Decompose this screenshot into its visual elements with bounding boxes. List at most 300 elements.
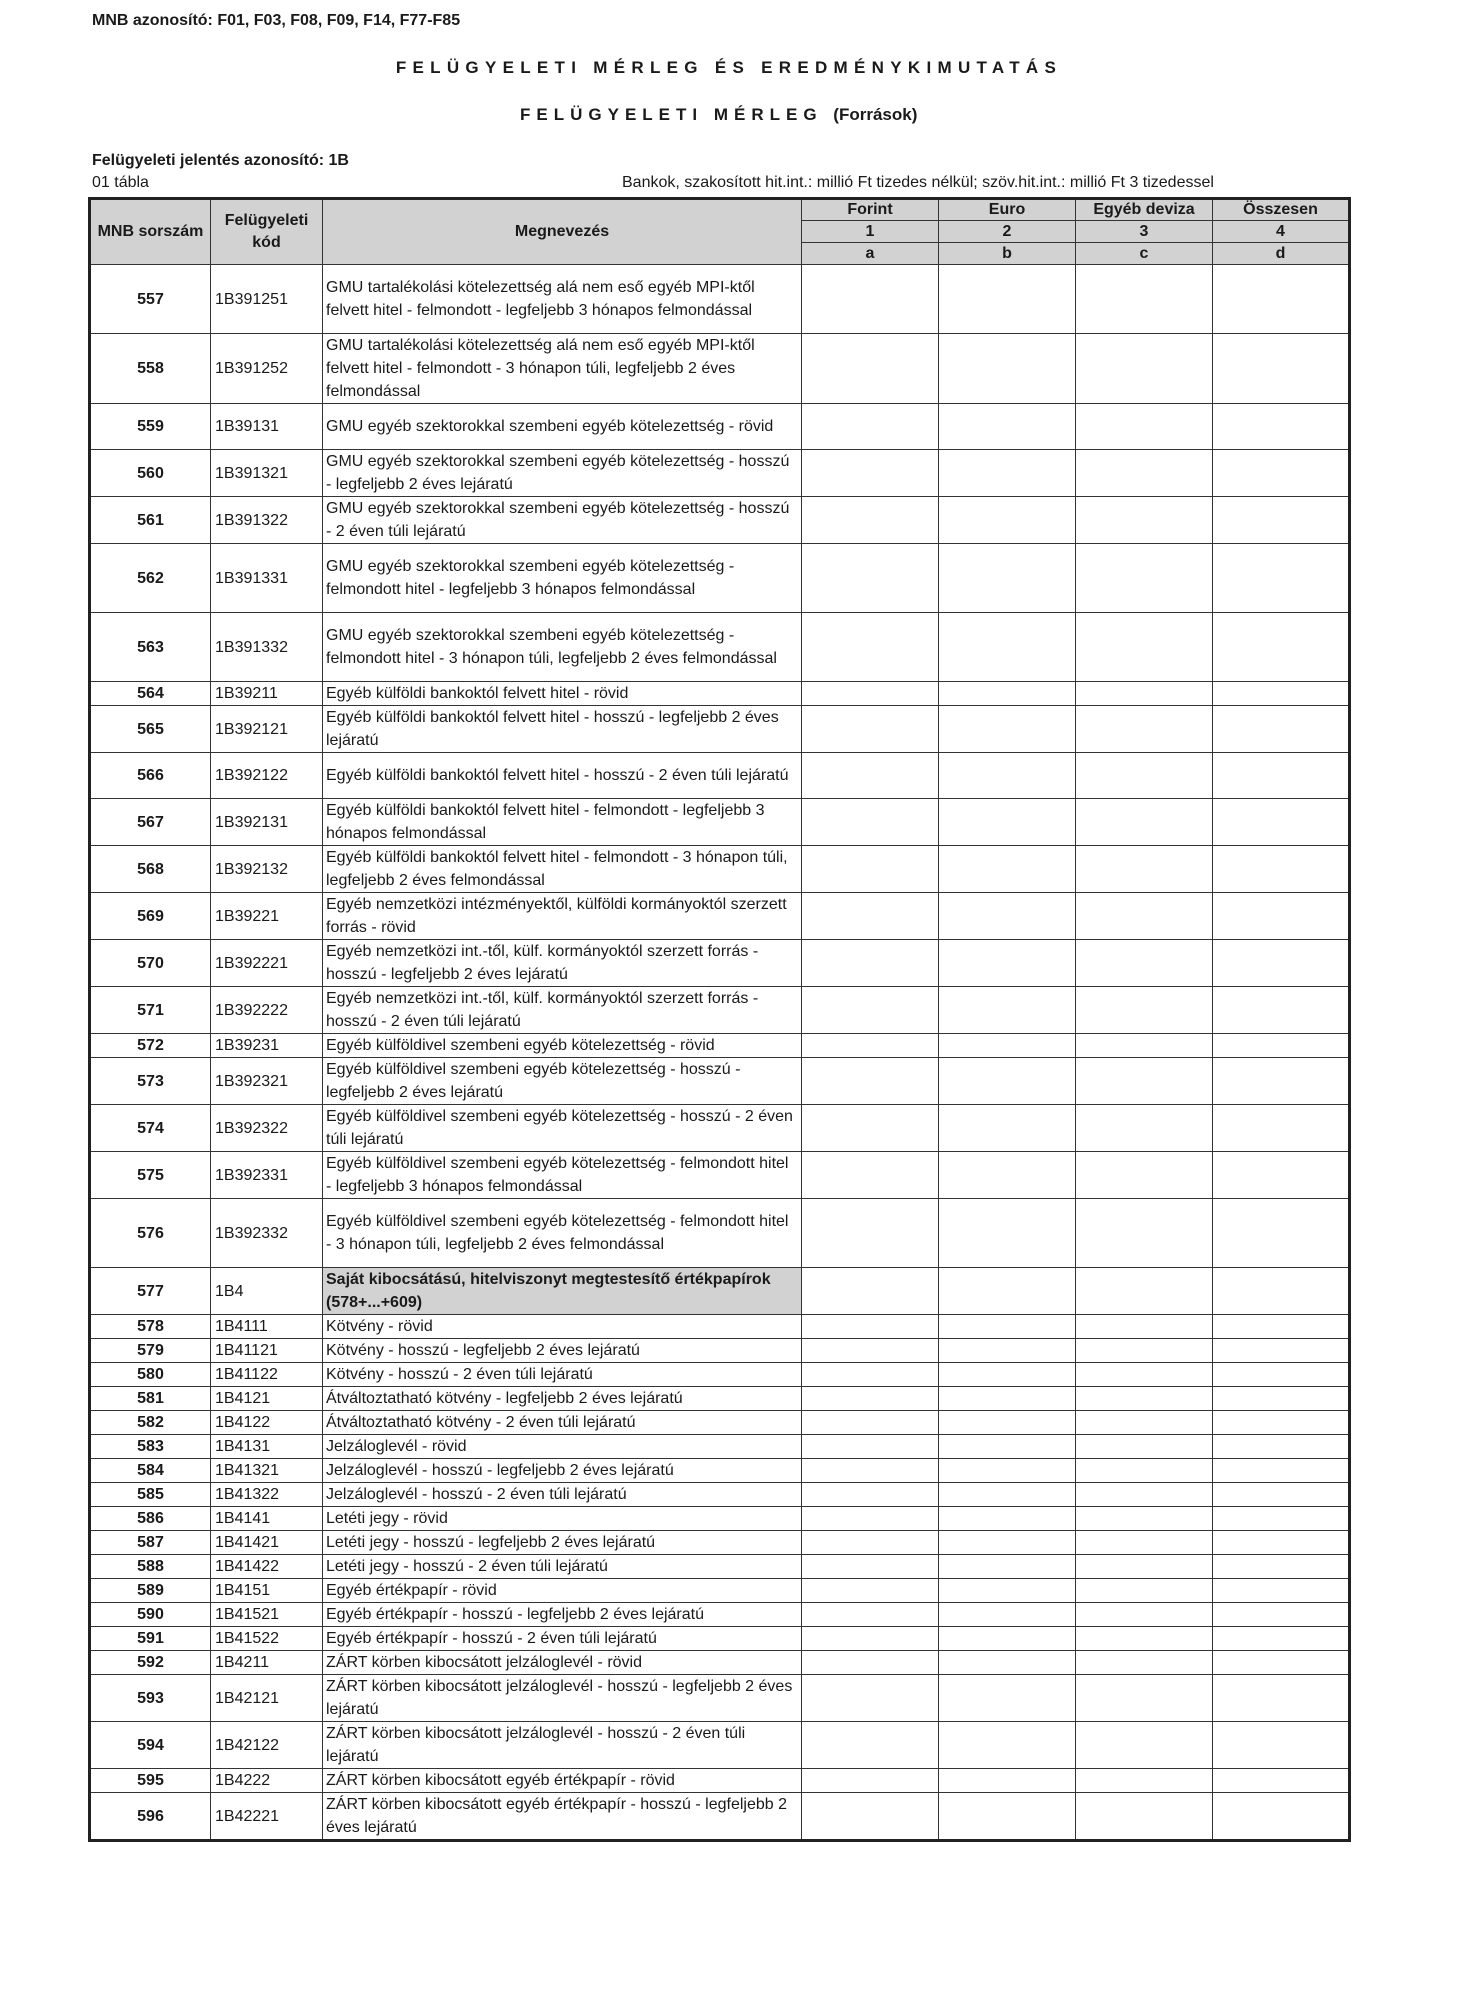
value-cell-euro[interactable] xyxy=(939,987,1076,1034)
row-name: GMU egyéb szektorokkal szembeni egyéb kötelezettség - felmondott hitel - 3 hónapon túli, legfeljebb 2 éves felmondással xyxy=(323,613,802,682)
table-row xyxy=(90,987,1350,1034)
value-cell-forint[interactable] xyxy=(802,846,939,893)
row-name: Egyéb értékpapír - hosszú - 2 éven túli lejáratú xyxy=(323,1627,802,1651)
row-code: 1B41122 xyxy=(211,1363,323,1387)
row-name: ZÁRT körben kibocsátott egyéb értékpapír - rövid xyxy=(323,1769,802,1793)
table-body xyxy=(90,265,1350,1841)
value-cell-total[interactable] xyxy=(1213,1579,1350,1603)
row-name: Letéti jegy - hosszú - legfeljebb 2 éves lejáratú xyxy=(323,1531,802,1555)
row-serial: 564 xyxy=(90,682,211,706)
value-cell-other-currency[interactable] xyxy=(1076,1363,1213,1387)
value-cell-euro[interactable] xyxy=(939,1555,1076,1579)
row-serial: 580 xyxy=(90,1363,211,1387)
row-code: 1B39221 xyxy=(211,893,323,940)
value-cell-other-currency[interactable] xyxy=(1076,1459,1213,1483)
value-cell-total[interactable] xyxy=(1213,334,1350,404)
value-cell-forint[interactable] xyxy=(802,334,939,404)
value-cell-other-currency[interactable] xyxy=(1076,404,1213,450)
row-code: 1B392222 xyxy=(211,987,323,1034)
table-row xyxy=(90,1058,1350,1105)
row-serial: 585 xyxy=(90,1483,211,1507)
value-cell-forint[interactable] xyxy=(802,940,939,987)
value-cell-total[interactable] xyxy=(1213,1651,1350,1675)
value-cell-forint[interactable] xyxy=(802,753,939,799)
table-row xyxy=(90,1435,1350,1459)
row-serial: 590 xyxy=(90,1603,211,1627)
row-code: 1B39231 xyxy=(211,1034,323,1058)
row-code: 1B4121 xyxy=(211,1387,323,1411)
value-cell-euro[interactable] xyxy=(939,1483,1076,1507)
value-cell-forint[interactable] xyxy=(802,1722,939,1769)
table-row xyxy=(90,1603,1350,1627)
table-row xyxy=(90,450,1350,497)
col-header-name: Megnevezés xyxy=(323,199,802,265)
table-row xyxy=(90,940,1350,987)
value-cell-euro[interactable] xyxy=(939,1034,1076,1058)
value-cell-total[interactable] xyxy=(1213,1507,1350,1531)
row-serial: 576 xyxy=(90,1199,211,1268)
row-name: Egyéb külföldivel szembeni egyéb kötelezettség - felmondott hitel - legfeljebb 3 hónapos felmondással xyxy=(323,1152,802,1199)
row-serial: 568 xyxy=(90,846,211,893)
value-cell-total[interactable] xyxy=(1213,753,1350,799)
row-serial: 575 xyxy=(90,1152,211,1199)
col-header-letter: c xyxy=(1076,243,1213,265)
table-row xyxy=(90,1363,1350,1387)
value-cell-forint[interactable] xyxy=(802,1627,939,1651)
row-serial: 582 xyxy=(90,1411,211,1435)
row-code: 1B4222 xyxy=(211,1769,323,1793)
col-header-currency: Egyéb deviza xyxy=(1076,199,1213,221)
value-cell-forint[interactable] xyxy=(802,265,939,334)
table-row xyxy=(90,706,1350,753)
value-cell-euro[interactable] xyxy=(939,404,1076,450)
value-cell-other-currency[interactable] xyxy=(1076,1579,1213,1603)
row-serial: 579 xyxy=(90,1339,211,1363)
value-cell-total[interactable] xyxy=(1213,1058,1350,1105)
table-row xyxy=(90,682,1350,706)
value-cell-euro[interactable] xyxy=(939,799,1076,846)
value-cell-euro[interactable] xyxy=(939,1199,1076,1268)
value-cell-forint[interactable] xyxy=(802,987,939,1034)
row-name: Egyéb nemzetközi int.-től, külf. kormányoktól szerzett forrás - hosszú - legfeljebb 2 éves lejáratú xyxy=(323,940,802,987)
value-cell-other-currency[interactable] xyxy=(1076,1387,1213,1411)
table-row xyxy=(90,799,1350,846)
row-code: 1B4122 xyxy=(211,1411,323,1435)
table-row xyxy=(90,1268,1350,1315)
row-name: Egyéb külföldi bankoktól felvett hitel - hosszú - legfeljebb 2 éves lejáratú xyxy=(323,706,802,753)
value-cell-total[interactable] xyxy=(1213,1387,1350,1411)
value-cell-forint[interactable] xyxy=(802,613,939,682)
value-cell-forint[interactable] xyxy=(802,1339,939,1363)
value-cell-other-currency[interactable] xyxy=(1076,497,1213,544)
value-cell-other-currency[interactable] xyxy=(1076,1483,1213,1507)
value-cell-forint[interactable] xyxy=(802,1579,939,1603)
value-cell-total[interactable] xyxy=(1213,1627,1350,1651)
table-row xyxy=(90,497,1350,544)
value-cell-forint[interactable] xyxy=(802,799,939,846)
row-name: Letéti jegy - rövid xyxy=(323,1507,802,1531)
value-cell-forint[interactable] xyxy=(802,497,939,544)
value-cell-euro[interactable] xyxy=(939,846,1076,893)
value-cell-other-currency[interactable] xyxy=(1076,613,1213,682)
row-name: Egyéb külföldi bankoktól felvett hitel - hosszú - 2 éven túli lejáratú xyxy=(323,753,802,799)
row-code: 1B42121 xyxy=(211,1675,323,1722)
value-cell-euro[interactable] xyxy=(939,1531,1076,1555)
row-name: ZÁRT körben kibocsátott jelzáloglevél - rövid xyxy=(323,1651,802,1675)
row-name: Jelzáloglevél - hosszú - 2 éven túli lejáratú xyxy=(323,1483,802,1507)
row-code: 1B392122 xyxy=(211,753,323,799)
value-cell-forint[interactable] xyxy=(802,1675,939,1722)
value-cell-forint[interactable] xyxy=(802,544,939,613)
value-cell-other-currency[interactable] xyxy=(1076,1627,1213,1651)
row-serial: 574 xyxy=(90,1105,211,1152)
value-cell-forint[interactable] xyxy=(802,1105,939,1152)
row-code: 1B41422 xyxy=(211,1555,323,1579)
row-name: Egyéb külföldi bankoktól felvett hitel - rövid xyxy=(323,682,802,706)
value-cell-other-currency[interactable] xyxy=(1076,1199,1213,1268)
value-cell-euro[interactable] xyxy=(939,753,1076,799)
row-serial: 586 xyxy=(90,1507,211,1531)
value-cell-other-currency[interactable] xyxy=(1076,1507,1213,1531)
row-code: 1B392322 xyxy=(211,1105,323,1152)
value-cell-total[interactable] xyxy=(1213,987,1350,1034)
value-cell-other-currency[interactable] xyxy=(1076,450,1213,497)
value-cell-forint[interactable] xyxy=(802,450,939,497)
value-cell-total[interactable] xyxy=(1213,265,1350,334)
value-cell-euro[interactable] xyxy=(939,1769,1076,1793)
value-cell-total[interactable] xyxy=(1213,706,1350,753)
value-cell-forint[interactable] xyxy=(802,1459,939,1483)
table-row xyxy=(90,1034,1350,1058)
value-cell-other-currency[interactable] xyxy=(1076,1411,1213,1435)
value-cell-euro[interactable] xyxy=(939,1722,1076,1769)
row-serial: 596 xyxy=(90,1793,211,1841)
table-row xyxy=(90,1315,1350,1339)
table-row xyxy=(90,1199,1350,1268)
row-name: GMU tartalékolási kötelezettség alá nem eső egyéb MPI-ktől felvett hitel - felmondott - legfeljebb 3 hónapos felmondással xyxy=(323,265,802,334)
row-name: Saját kibocsátású, hitelviszonyt megtestesítő értékpapírok (578+...+609) xyxy=(323,1268,802,1315)
row-serial: 583 xyxy=(90,1435,211,1459)
value-cell-euro[interactable] xyxy=(939,1411,1076,1435)
row-serial: 557 xyxy=(90,265,211,334)
value-cell-other-currency[interactable] xyxy=(1076,682,1213,706)
value-cell-total[interactable] xyxy=(1213,1769,1350,1793)
value-cell-euro[interactable] xyxy=(939,1387,1076,1411)
value-cell-other-currency[interactable] xyxy=(1076,893,1213,940)
row-serial: 589 xyxy=(90,1579,211,1603)
row-code: 1B4211 xyxy=(211,1651,323,1675)
row-code: 1B391251 xyxy=(211,265,323,334)
value-cell-other-currency[interactable] xyxy=(1076,1105,1213,1152)
value-cell-other-currency[interactable] xyxy=(1076,1793,1213,1841)
value-cell-euro[interactable] xyxy=(939,1793,1076,1841)
value-cell-total[interactable] xyxy=(1213,1555,1350,1579)
row-code: 1B41522 xyxy=(211,1627,323,1651)
value-cell-other-currency[interactable] xyxy=(1076,1531,1213,1555)
value-cell-forint[interactable] xyxy=(802,1199,939,1268)
value-cell-euro[interactable] xyxy=(939,1152,1076,1199)
table-row xyxy=(90,404,1350,450)
value-cell-forint[interactable] xyxy=(802,1793,939,1841)
row-serial: 563 xyxy=(90,613,211,682)
value-cell-other-currency[interactable] xyxy=(1076,799,1213,846)
row-serial: 581 xyxy=(90,1387,211,1411)
value-cell-forint[interactable] xyxy=(802,706,939,753)
value-cell-total[interactable] xyxy=(1213,1339,1350,1363)
value-cell-euro[interactable] xyxy=(939,613,1076,682)
value-cell-other-currency[interactable] xyxy=(1076,1268,1213,1315)
row-serial: 584 xyxy=(90,1459,211,1483)
value-cell-euro[interactable] xyxy=(939,893,1076,940)
col-header-number: 1 xyxy=(802,221,939,243)
row-code: 1B41322 xyxy=(211,1483,323,1507)
value-cell-total[interactable] xyxy=(1213,497,1350,544)
row-serial: 594 xyxy=(90,1722,211,1769)
row-serial: 592 xyxy=(90,1651,211,1675)
value-cell-forint[interactable] xyxy=(802,1363,939,1387)
col-header-letter: a xyxy=(802,243,939,265)
value-cell-other-currency[interactable] xyxy=(1076,1651,1213,1675)
value-cell-forint[interactable] xyxy=(802,1034,939,1058)
table-row xyxy=(90,1722,1350,1769)
value-cell-forint[interactable] xyxy=(802,1152,939,1199)
value-cell-euro[interactable] xyxy=(939,1339,1076,1363)
value-cell-euro[interactable] xyxy=(939,940,1076,987)
value-cell-total[interactable] xyxy=(1213,1268,1350,1315)
row-serial: 593 xyxy=(90,1675,211,1722)
row-serial: 587 xyxy=(90,1531,211,1555)
row-serial: 588 xyxy=(90,1555,211,1579)
balance-sheet-table xyxy=(88,197,1351,1842)
value-cell-other-currency[interactable] xyxy=(1076,987,1213,1034)
value-cell-total[interactable] xyxy=(1213,940,1350,987)
value-cell-total[interactable] xyxy=(1213,1603,1350,1627)
subtitle-paren: (Források) xyxy=(833,105,918,124)
row-name: Egyéb értékpapír - rövid xyxy=(323,1579,802,1603)
table-row xyxy=(90,334,1350,404)
col-header-number: 2 xyxy=(939,221,1076,243)
value-cell-total[interactable] xyxy=(1213,682,1350,706)
value-cell-euro[interactable] xyxy=(939,1507,1076,1531)
row-code: 1B392121 xyxy=(211,706,323,753)
value-cell-euro[interactable] xyxy=(939,1363,1076,1387)
row-serial: 591 xyxy=(90,1627,211,1651)
value-cell-other-currency[interactable] xyxy=(1076,1603,1213,1627)
value-cell-total[interactable] xyxy=(1213,1034,1350,1058)
row-name: ZÁRT körben kibocsátott jelzáloglevél - hosszú - 2 éven túli lejáratú xyxy=(323,1722,802,1769)
row-code: 1B4111 xyxy=(211,1315,323,1339)
value-cell-forint[interactable] xyxy=(802,404,939,450)
row-name: Letéti jegy - hosszú - 2 éven túli lejáratú xyxy=(323,1555,802,1579)
col-header-currency: Euro xyxy=(939,199,1076,221)
value-cell-forint[interactable] xyxy=(802,1651,939,1675)
row-code: 1B42122 xyxy=(211,1722,323,1769)
value-cell-euro[interactable] xyxy=(939,1627,1076,1651)
value-cell-total[interactable] xyxy=(1213,1793,1350,1841)
value-cell-euro[interactable] xyxy=(939,706,1076,753)
value-cell-forint[interactable] xyxy=(802,1603,939,1627)
value-cell-other-currency[interactable] xyxy=(1076,1152,1213,1199)
col-header-mnb-serial: MNB sorszám xyxy=(90,199,211,265)
value-cell-other-currency[interactable] xyxy=(1076,1722,1213,1769)
row-serial: 572 xyxy=(90,1034,211,1058)
value-cell-total[interactable] xyxy=(1213,544,1350,613)
value-cell-euro[interactable] xyxy=(939,334,1076,404)
value-cell-euro[interactable] xyxy=(939,1651,1076,1675)
row-code: 1B392331 xyxy=(211,1152,323,1199)
row-name: Átváltoztatható kötvény - legfeljebb 2 éves lejáratú xyxy=(323,1387,802,1411)
value-cell-euro[interactable] xyxy=(939,1268,1076,1315)
row-serial: 570 xyxy=(90,940,211,987)
table-row xyxy=(90,1627,1350,1651)
value-cell-other-currency[interactable] xyxy=(1076,1675,1213,1722)
value-cell-other-currency[interactable] xyxy=(1076,334,1213,404)
table-row xyxy=(90,1555,1350,1579)
table-row xyxy=(90,1339,1350,1363)
row-name: Egyéb külföldivel szembeni egyéb kötelezettség - hosszú - 2 éven túli lejáratú xyxy=(323,1105,802,1152)
value-cell-euro[interactable] xyxy=(939,1315,1076,1339)
value-cell-euro[interactable] xyxy=(939,497,1076,544)
value-cell-other-currency[interactable] xyxy=(1076,1555,1213,1579)
row-name: GMU egyéb szektorokkal szembeni egyéb kötelezettség - hosszú - 2 éven túli lejáratú xyxy=(323,497,802,544)
row-code: 1B391252 xyxy=(211,334,323,404)
mnb-identifier: MNB azonosító: F01, F03, F08, F09, F14, F77-F85 xyxy=(92,12,461,29)
table-header xyxy=(90,199,1350,265)
value-cell-euro[interactable] xyxy=(939,265,1076,334)
value-cell-total[interactable] xyxy=(1213,1315,1350,1339)
row-serial: 571 xyxy=(90,987,211,1034)
table-row xyxy=(90,1651,1350,1675)
value-cell-total[interactable] xyxy=(1213,1675,1350,1722)
value-cell-other-currency[interactable] xyxy=(1076,940,1213,987)
value-cell-total[interactable] xyxy=(1213,1435,1350,1459)
value-cell-total[interactable] xyxy=(1213,893,1350,940)
value-cell-other-currency[interactable] xyxy=(1076,1058,1213,1105)
row-code: 1B391332 xyxy=(211,613,323,682)
row-name: ZÁRT körben kibocsátott egyéb értékpapír - hosszú - legfeljebb 2 éves lejáratú xyxy=(323,1793,802,1841)
value-cell-forint[interactable] xyxy=(802,1507,939,1531)
value-cell-other-currency[interactable] xyxy=(1076,1339,1213,1363)
value-cell-total[interactable] xyxy=(1213,1411,1350,1435)
row-serial: 561 xyxy=(90,497,211,544)
row-serial: 560 xyxy=(90,450,211,497)
value-cell-forint[interactable] xyxy=(802,1483,939,1507)
row-code: 1B391321 xyxy=(211,450,323,497)
row-name: Kötvény - hosszú - legfeljebb 2 éves lejáratú xyxy=(323,1339,802,1363)
row-name: GMU egyéb szektorokkal szembeni egyéb kötelezettség - hosszú - legfeljebb 2 éves lejáratú xyxy=(323,450,802,497)
row-code: 1B41521 xyxy=(211,1603,323,1627)
row-serial: 577 xyxy=(90,1268,211,1315)
value-cell-other-currency[interactable] xyxy=(1076,706,1213,753)
row-code: 1B4131 xyxy=(211,1435,323,1459)
value-cell-euro[interactable] xyxy=(939,1435,1076,1459)
row-name: Egyéb külföldi bankoktól felvett hitel - felmondott - legfeljebb 3 hónapos felmondással xyxy=(323,799,802,846)
value-cell-other-currency[interactable] xyxy=(1076,1435,1213,1459)
value-cell-other-currency[interactable] xyxy=(1076,1769,1213,1793)
value-cell-total[interactable] xyxy=(1213,613,1350,682)
value-cell-euro[interactable] xyxy=(939,1105,1076,1152)
value-cell-total[interactable] xyxy=(1213,1722,1350,1769)
row-code: 1B41121 xyxy=(211,1339,323,1363)
row-code: 1B392221 xyxy=(211,940,323,987)
value-cell-euro[interactable] xyxy=(939,1603,1076,1627)
row-serial: 566 xyxy=(90,753,211,799)
value-cell-total[interactable] xyxy=(1213,1531,1350,1555)
value-cell-total[interactable] xyxy=(1213,450,1350,497)
row-code: 1B4141 xyxy=(211,1507,323,1531)
value-cell-forint[interactable] xyxy=(802,1411,939,1435)
value-cell-forint[interactable] xyxy=(802,1531,939,1555)
table-row xyxy=(90,1483,1350,1507)
value-cell-forint[interactable] xyxy=(802,1058,939,1105)
row-serial: 569 xyxy=(90,893,211,940)
value-cell-total[interactable] xyxy=(1213,1363,1350,1387)
value-cell-forint[interactable] xyxy=(802,1435,939,1459)
row-name: GMU tartalékolási kötelezettség alá nem eső egyéb MPI-ktől felvett hitel - felmondott - 3 hónapon túli, legfeljebb 2 éves felmondással xyxy=(323,334,802,404)
value-cell-other-currency[interactable] xyxy=(1076,753,1213,799)
table-row xyxy=(90,753,1350,799)
value-cell-forint[interactable] xyxy=(802,1387,939,1411)
value-cell-forint[interactable] xyxy=(802,1555,939,1579)
row-name: Átváltoztatható kötvény - 2 éven túli lejáratú xyxy=(323,1411,802,1435)
value-cell-total[interactable] xyxy=(1213,1199,1350,1268)
value-cell-euro[interactable] xyxy=(939,1459,1076,1483)
table-row xyxy=(90,544,1350,613)
value-cell-other-currency[interactable] xyxy=(1076,1034,1213,1058)
value-cell-other-currency[interactable] xyxy=(1076,1315,1213,1339)
value-cell-total[interactable] xyxy=(1213,1105,1350,1152)
row-code: 1B42221 xyxy=(211,1793,323,1841)
row-name: Kötvény - rövid xyxy=(323,1315,802,1339)
value-cell-euro[interactable] xyxy=(939,682,1076,706)
value-cell-forint[interactable] xyxy=(802,1268,939,1315)
value-cell-forint[interactable] xyxy=(802,1769,939,1793)
value-cell-other-currency[interactable] xyxy=(1076,846,1213,893)
value-cell-total[interactable] xyxy=(1213,1459,1350,1483)
value-cell-euro[interactable] xyxy=(939,1675,1076,1722)
value-cell-total[interactable] xyxy=(1213,404,1350,450)
col-header-letter: b xyxy=(939,243,1076,265)
value-cell-forint[interactable] xyxy=(802,1315,939,1339)
table-row xyxy=(90,1531,1350,1555)
value-cell-total[interactable] xyxy=(1213,1152,1350,1199)
row-name: Kötvény - hosszú - 2 éven túli lejáratú xyxy=(323,1363,802,1387)
table-row xyxy=(90,846,1350,893)
value-cell-total[interactable] xyxy=(1213,1483,1350,1507)
value-cell-euro[interactable] xyxy=(939,450,1076,497)
table-row xyxy=(90,1675,1350,1722)
value-cell-forint[interactable] xyxy=(802,682,939,706)
value-cell-euro[interactable] xyxy=(939,544,1076,613)
table-number: 01 tábla xyxy=(92,174,149,191)
row-name: Egyéb külföldi bankoktól felvett hitel - felmondott - 3 hónapon túli, legfeljebb 2 éves felmondással xyxy=(323,846,802,893)
row-serial: 567 xyxy=(90,799,211,846)
value-cell-euro[interactable] xyxy=(939,1579,1076,1603)
value-cell-other-currency[interactable] xyxy=(1076,544,1213,613)
value-cell-total[interactable] xyxy=(1213,846,1350,893)
value-cell-euro[interactable] xyxy=(939,1058,1076,1105)
value-cell-other-currency[interactable] xyxy=(1076,265,1213,334)
row-serial: 573 xyxy=(90,1058,211,1105)
value-cell-forint[interactable] xyxy=(802,893,939,940)
value-cell-total[interactable] xyxy=(1213,799,1350,846)
table-row xyxy=(90,613,1350,682)
row-name: GMU egyéb szektorokkal szembeni egyéb kötelezettség - felmondott hitel - legfeljebb 3 hónapos felmondással xyxy=(323,544,802,613)
row-code: 1B391322 xyxy=(211,497,323,544)
row-name: GMU egyéb szektorokkal szembeni egyéb kötelezettség - rövid xyxy=(323,404,802,450)
page-title: FELÜGYELETI MÉRLEG ÉS EREDMÉNYKIMUTATÁS xyxy=(395,58,1063,77)
table-row xyxy=(90,1769,1350,1793)
